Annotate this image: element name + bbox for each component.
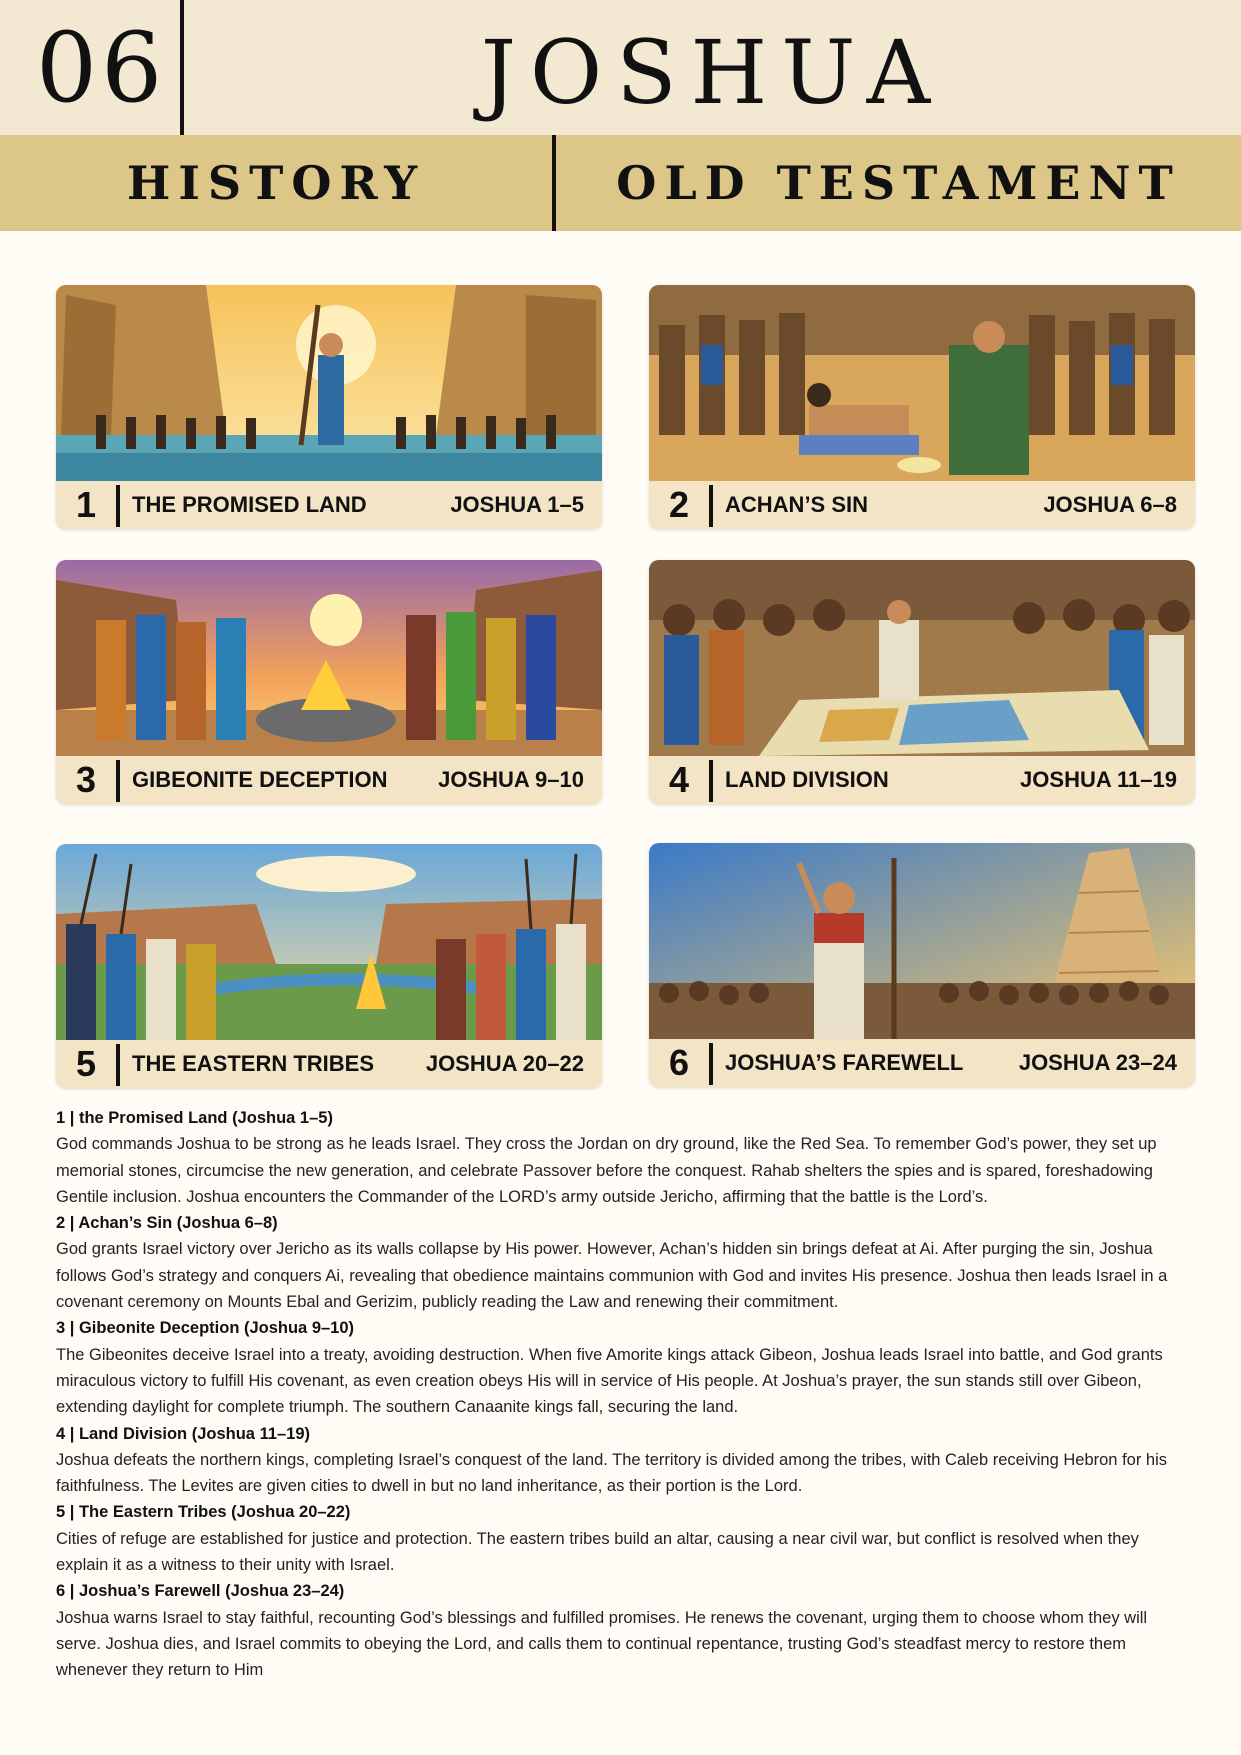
card-achans-sin	[649, 285, 1195, 529]
card-title: THE EASTERN TRIBES	[132, 1051, 375, 1076]
summary-body: Joshua warns Israel to stay faithful, recounting God’s blessings and fulfilled promises. He renews the covenant, urging them to choose whom they will serve. Joshua dies, and Israel commits to obeying the Lord, and calls them to continual repentance, trusting God’s steadfast mercy to restore them whenever they return to Him	[56, 1608, 1148, 1680]
card-title: GIBEONITE DECEPTION	[132, 767, 388, 792]
card-promised-land	[56, 285, 602, 529]
card-caption-bar	[649, 756, 1195, 804]
book-number: 06	[36, 12, 167, 124]
card-caption-bar	[56, 1040, 602, 1088]
book-testament: OLD TESTAMENT	[616, 156, 1181, 210]
card-number: 3	[75, 759, 97, 800]
card-caption-bar	[56, 756, 602, 804]
card-reference: JOSHUA 20–22	[425, 1051, 584, 1076]
card-separator	[709, 1043, 713, 1085]
card-reference: JOSHUA 1–5	[450, 492, 584, 517]
card-eastern-tribes	[56, 844, 602, 1088]
card-land-division	[649, 560, 1195, 804]
card-reference: JOSHUA 11–19	[1020, 767, 1177, 792]
card-illustration	[649, 285, 1195, 481]
card-separator	[116, 760, 120, 802]
card-number: 1	[75, 484, 97, 525]
card-number: 6	[668, 1042, 690, 1083]
card-title: LAND DIVISION	[725, 767, 889, 792]
card-reference: JOSHUA 23–24	[1018, 1050, 1177, 1075]
card-separator	[709, 485, 713, 527]
header-top	[0, 0, 1241, 135]
card-illustration	[56, 560, 602, 756]
card-number: 5	[75, 1043, 97, 1084]
card-caption-bar	[649, 1039, 1195, 1087]
summary-heading: 2 | Achan’s Sin (Joshua 6–8)	[56, 1214, 278, 1233]
card-illustration	[649, 843, 1195, 1039]
summary-body: God commands Joshua to be strong as he leads Israel. They cross the Jordan on dry ground, like the Red Sea. To remember God’s power, they set up memorial stones, circumcise the new generation, and celebrate Passover before the conquest. Rahab shelters the spies and is spared, foreshadowing Gentile inclusion. Joshua encounters the Commander of the LORD’s army outside Jericho, affirming that the battle is the Lord’s.	[56, 1135, 1157, 1206]
section-summaries	[56, 1105, 1186, 1745]
summary-heading: 5 | The Eastern Tribes (Joshua 20–22)	[56, 1503, 351, 1522]
card-separator	[116, 485, 120, 527]
card-caption-bar	[649, 481, 1195, 529]
header-band	[0, 135, 1241, 231]
summary-heading: 4 | Land Division (Joshua 11–19)	[56, 1424, 311, 1443]
card-title: JOSHUA’S FAREWELL	[725, 1050, 964, 1075]
summary-heading: 1 | the Promised Land (Joshua 1–5)	[56, 1109, 333, 1127]
card-joshuas-farewell	[649, 843, 1195, 1087]
card-number: 4	[668, 759, 690, 800]
card-title: ACHAN’S SIN	[725, 492, 869, 517]
book-category: HISTORY	[126, 156, 426, 210]
card-separator	[709, 760, 713, 802]
summary-heading: 6 | Joshua’s Farewell (Joshua 23–24)	[56, 1582, 345, 1601]
card-caption-bar	[56, 481, 602, 529]
card-title: THE PROMISED LAND	[132, 492, 367, 517]
card-illustration	[56, 285, 602, 481]
summary-body: Joshua defeats the northern kings, completing Israel’s conquest of the land. The territory is divided among the tribes, with Caleb receiving Hebron for his faithfulness. The Levites are given cities to dwell in but no land inheritance, as their portion is the Lord.	[56, 1450, 1167, 1496]
card-separator	[116, 1044, 120, 1086]
summary-heading: 3 | Gibeonite Deception (Joshua 9–10)	[56, 1319, 355, 1338]
card-reference: JOSHUA 9–10	[438, 767, 584, 792]
summary-body: God grants Israel victory over Jericho as its walls collapse by His power. However, Achan’s hidden sin brings defeat at Ai. After purging the sin, Joshua follows God’s strategy and conquers Ai, revealing that obedience maintains communion with God and invites His presence. Joshua then leads Israel in a covenant ceremony on Mounts Ebal and Gerizim, publicly reading the Law and renewing their commitment.	[56, 1240, 1168, 1312]
card-number: 2	[668, 484, 690, 525]
card-gibeonite-deception	[56, 560, 602, 804]
summary-body: Cities of refuge are established for justice and protection. The eastern tribes build an altar, causing a near civil war, but conflict is resolved when they explain it as a witness to their unity with Israel.	[56, 1529, 1139, 1575]
summary-body: The Gibeonites deceive Israel into a treaty, avoiding destruction. When five Amorite kings attack Gibeon, Joshua leads Israel into battle, and God grants miraculous victory to fulfill His covenant, as even creation obeys His will in service of His people. At Joshua’s prayer, the sun stands still over Gibeon, extending daylight for complete triumph. The southern Canaanite kings fall, securing the land.	[56, 1345, 1163, 1417]
card-illustration	[56, 844, 602, 1040]
card-illustration	[649, 560, 1195, 756]
book-title: JOSHUA	[480, 21, 945, 124]
card-reference: JOSHUA 6–8	[1043, 492, 1177, 517]
